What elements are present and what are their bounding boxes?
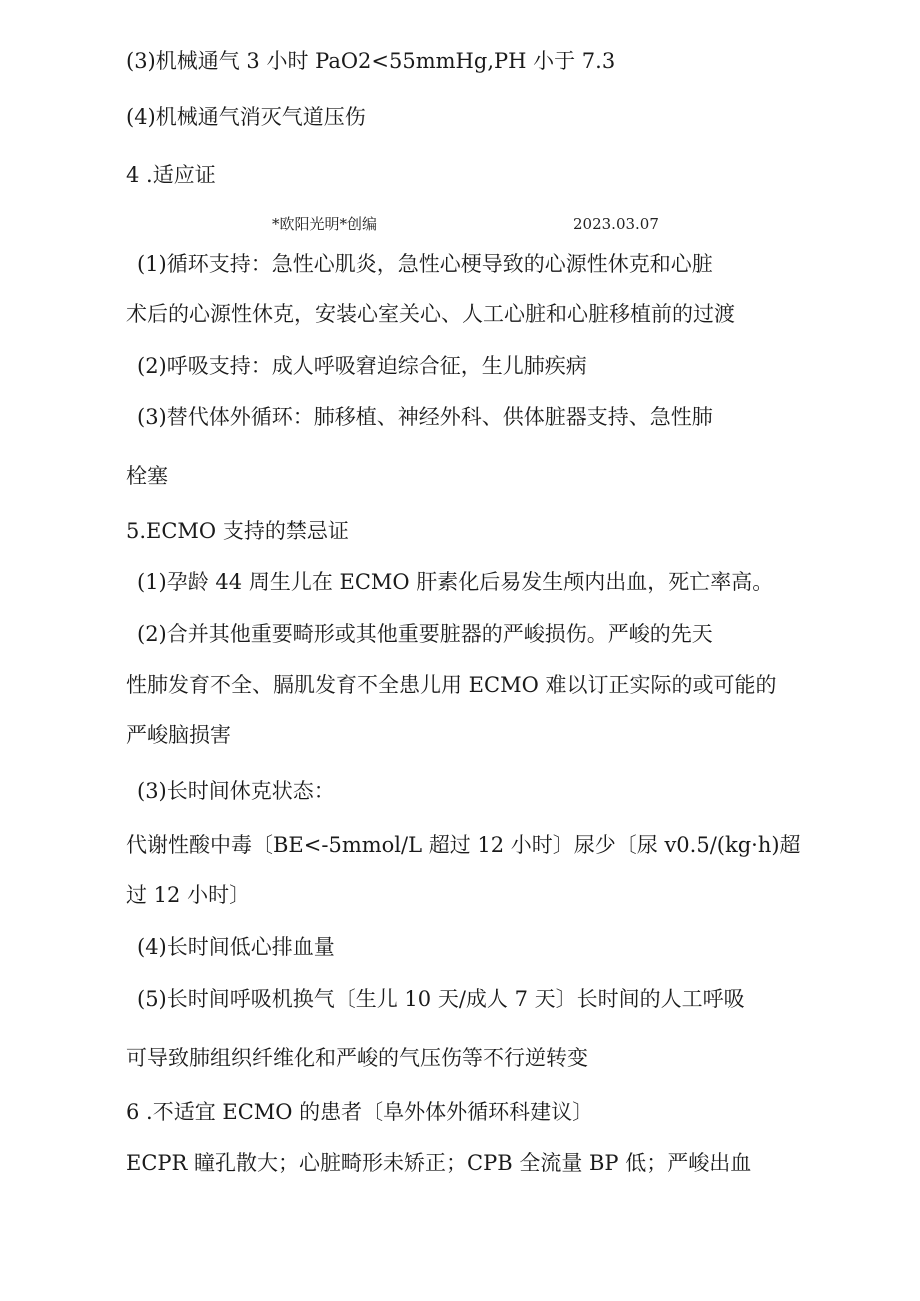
text-line-circulatory-support: (1)循环支持：急性心肌炎，急性心梗导致的心源性休克和心脏 bbox=[137, 252, 713, 276]
text-line-pulmonary-hypoplasia: 性肺发育不全、膈肌发育不全患儿用 ECMO 难以订正实际的或可能的 bbox=[126, 673, 777, 697]
text-line-respiratory-support: (2)呼吸支持：成人呼吸窘迫综合征，生儿肺疾病 bbox=[137, 354, 587, 378]
text-line-ventilation-3h: (3)机械通气 3 小时 PaO2<55mmHg,PH 小于 7.3 bbox=[126, 49, 616, 73]
text-line-gestational-age: (1)孕龄 44 周生儿在 ECMO 肝素化后易发生颅内出血，死亡率高。 bbox=[137, 570, 774, 594]
author-credit: *欧阳光明*创编 bbox=[272, 215, 378, 233]
text-line-embolism: 栓塞 bbox=[126, 464, 168, 488]
text-line-circulatory-support-cont: 术后的心源性休克，安装心室关心、人工心脏和心脏移植前的过渡 bbox=[126, 302, 735, 326]
section-heading-indications: 4 .适应证 bbox=[126, 163, 216, 187]
document-date: 2023.03.07 bbox=[573, 215, 659, 233]
text-line-low-cardiac-output: (4)长时间低心排血量 bbox=[137, 935, 335, 959]
text-line-fibrosis: 可导致肺组织纤维化和严峻的气压伤等不行逆转变 bbox=[126, 1046, 588, 1070]
text-line-brain-damage: 严峻脑损害 bbox=[126, 723, 231, 747]
text-line-over-12h: 过 12 小时〕 bbox=[126, 883, 251, 907]
text-line-prolonged-shock: (3)长时间休克状态： bbox=[137, 779, 335, 803]
text-line-metabolic-acidosis: 代谢性酸中毒〔BE<-5mmol/L 超过 12 小时〕尿少〔尿 v0.5/(kg·h)超 bbox=[126, 833, 801, 857]
section-heading-contraindications: 5.ECMO 支持的禁忌证 bbox=[126, 519, 349, 543]
section-heading-unsuitable: 6 .不适宜 ECMO 的患者〔阜外体外循环科建议〕 bbox=[126, 1100, 594, 1124]
text-line-airway-injury: (4)机械通气消灭气道压伤 bbox=[126, 105, 366, 129]
document-header bbox=[0, 212, 920, 236]
text-line-ecpr: ECPR 瞳孔散大；心脏畸形未矫正；CPB 全流量 BP 低；严峻出血 bbox=[126, 1151, 752, 1175]
text-line-prolonged-ventilation: (5)长时间呼吸机换气〔生儿 10 天/成人 7 天〕长时间的人工呼吸 bbox=[137, 987, 745, 1011]
text-line-severe-anomalies: (2)合并其他重要畸形或其他重要脏器的严峻损伤。严峻的先天 bbox=[137, 622, 713, 646]
text-line-bypass-alternative: (3)替代体外循环：肺移植、神经外科、供体脏器支持、急性肺 bbox=[137, 405, 713, 429]
